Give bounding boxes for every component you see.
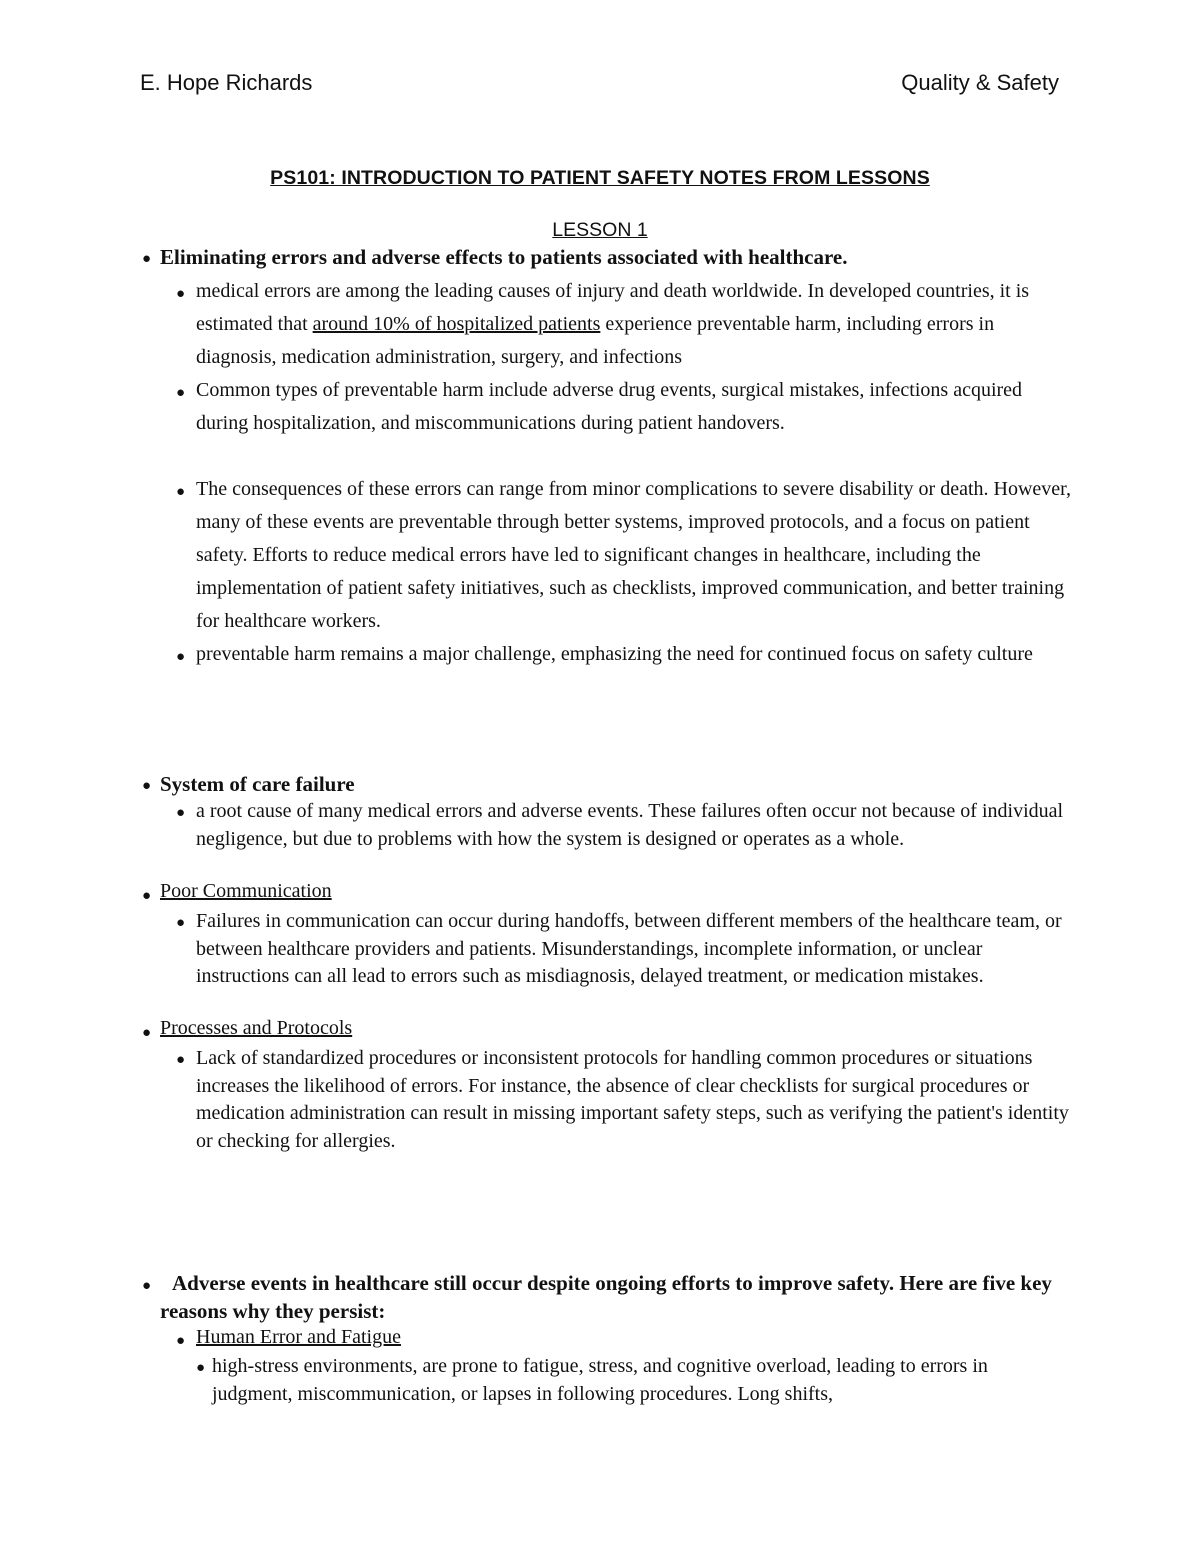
header-course: Quality & Safety bbox=[901, 70, 1059, 95]
bullet-icon: ● bbox=[142, 251, 152, 267]
list-item: preventable harm remains a major challenge, emphasizing the need for continued focus on safety culture bbox=[196, 643, 1033, 665]
section-heading: Adverse events in healthcare still occur despite ongoing efforts to improve safety. Here are five key reasons why they persist: bbox=[160, 1271, 1052, 1323]
section-heading: System of care failure bbox=[160, 772, 355, 796]
bullet-icon: ● bbox=[176, 805, 186, 821]
bullet-icon: ● bbox=[176, 915, 186, 931]
bullet-icon: ● bbox=[176, 286, 186, 302]
bullet-icon: ● bbox=[176, 484, 186, 500]
subheading-poor-communication: Poor Communication bbox=[160, 880, 332, 902]
list-item: medical errors are among the leading causes of injury and death worldwide. In developed countries, it is estimated that around 10% of hospitalized patients experience preventable harm, including errors in diagnosis, medication administration, surgery, and infections bbox=[196, 280, 1030, 368]
bullet-icon: ● bbox=[142, 888, 152, 904]
bullet-icon: ● bbox=[142, 1278, 152, 1294]
bullet-icon: ● bbox=[176, 1333, 186, 1349]
bullet-icon: ● bbox=[176, 649, 186, 665]
bullet-icon: ● bbox=[142, 778, 152, 794]
bullet-icon: ● bbox=[142, 1025, 152, 1041]
bullet-icon: ● bbox=[196, 1360, 206, 1376]
section-heading: Eliminating errors and adverse effects to patients associated with healthcare. bbox=[160, 245, 848, 269]
header-author: E. Hope Richards bbox=[140, 70, 313, 95]
subheading-processes-protocols: Processes and Protocols bbox=[160, 1017, 353, 1039]
lesson-heading: LESSON 1 bbox=[552, 219, 648, 241]
list-item: Lack of standardized procedures or inconsistent protocols for handling common procedures or situations increases the likelihood of errors. For instance, the absence of clear checklists for surgical procedures or medication administration can result in missing important safety steps, such as verifying the patient's identity or checking for allergies. bbox=[196, 1047, 1069, 1152]
list-item: a root cause of many medical errors and adverse events. These failures often occur not because of individual negligence, but due to problems with how the system is designed or operates as a whole. bbox=[196, 800, 1064, 850]
list-item: The consequences of these errors can range from minor complications to severe disability or death. However, many of these events are preventable through better systems, improved protocols, and a focus on patient safety. Efforts to reduce medical errors have led to significant changes in healthcare, including the implementation of patient safety initiatives, such as checklists, improved communication, and better training for healthcare workers. bbox=[196, 478, 1071, 632]
highlighted-statistic: around 10% of hospitalized patients bbox=[312, 313, 601, 335]
subheading-human-error: Human Error and Fatigue bbox=[196, 1326, 401, 1348]
bullet-icon: ● bbox=[176, 385, 186, 401]
list-item: high-stress environments, are prone to fatigue, stress, and cognitive overload, leading to errors in judgment, miscommunication, or lapses in following procedures. Long shifts, bbox=[212, 1355, 988, 1405]
list-item: Common types of preventable harm include adverse drug events, surgical mistakes, infections acquired during hospitalization, and miscommunications during patient handovers. bbox=[196, 379, 1023, 434]
list-item: Failures in communication can occur during handoffs, between different members of the healthcare team, or between healthcare providers and patients. Misunderstandings, incomplete information, or unclear instructions can all lead to errors such as misdiagnosis, delayed treatment, or medication mistakes. bbox=[196, 910, 1062, 987]
bullet-icon: ● bbox=[176, 1052, 186, 1068]
document-title: PS101: INTRODUCTION TO PATIENT SAFETY NOTES FROM LESSONS bbox=[270, 167, 930, 189]
